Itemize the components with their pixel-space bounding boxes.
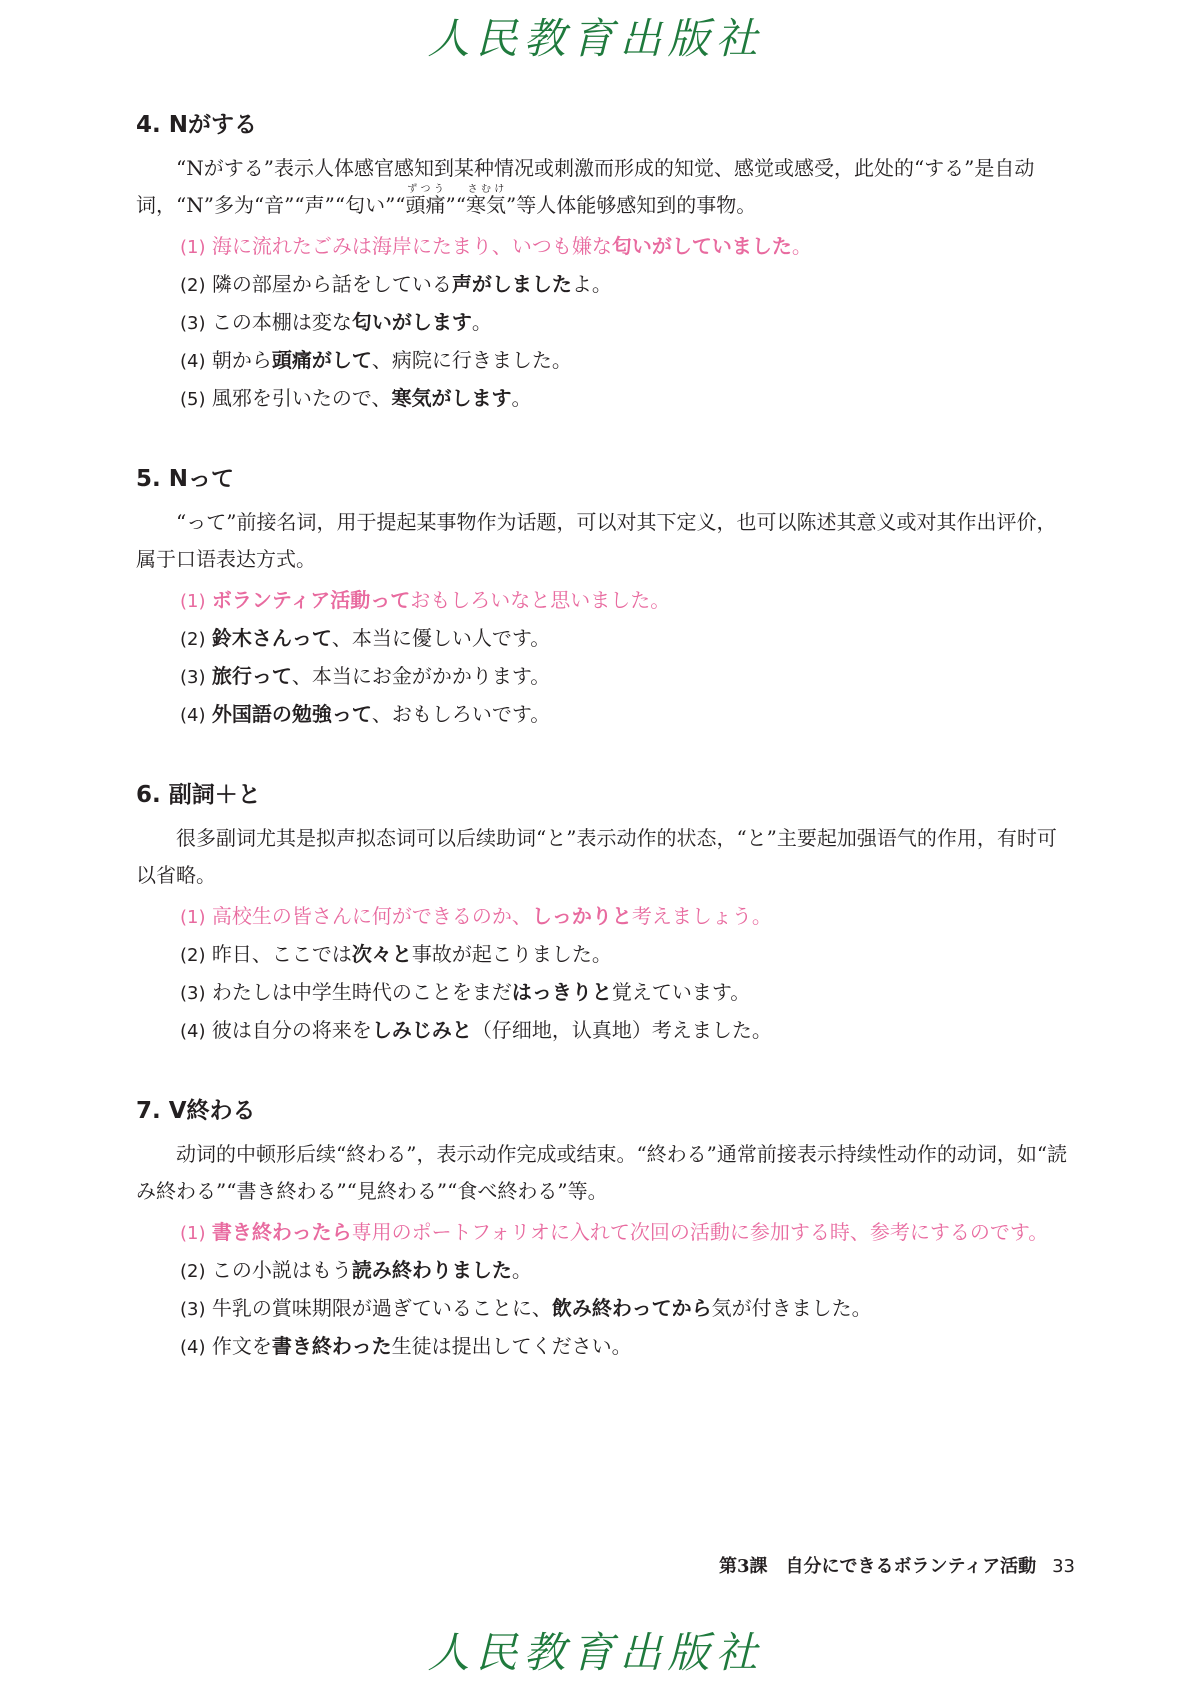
- grammar-section-5: [136, 464, 1076, 734]
- example-sentence: (1) 書き終わったら専用のポートフォリオに入れて次回の活動に参加する時、参考にするのです。: [180, 1220, 1049, 1244]
- page-content: [136, 110, 1076, 1412]
- example-sentence: (3) この本棚は変な匂いがします。: [180, 310, 492, 334]
- page-footer: [719, 1552, 1075, 1578]
- grammar-section-7: [136, 1096, 1076, 1366]
- example-sentence: (1) ボランティア活動っておもしろいなと思いました。: [180, 588, 671, 612]
- section-heading: 5. Nって: [136, 466, 234, 492]
- section-description: “Nがする”表示人体感官感知到某种情况或刺激而形成的知觉、感觉或感受，此处的“する”是自动词，“N”多为“音”“声”“匂い”“頭痛ずつう”“寒気さむけ”等人体能够感知到的事物。: [136, 156, 1035, 217]
- section-heading: 7. V終わる: [136, 1098, 256, 1124]
- example-sentence: (2) 隣の部屋から話をしている声がしましたよ。: [180, 272, 612, 296]
- example-sentence: (4) 外国語の勉強って、おもしろいです。: [180, 702, 551, 726]
- example-sentence: (4) 朝から頭痛がして、病院に行きました。: [180, 348, 572, 372]
- ruby-samuke: 寒気さむけ: [465, 184, 506, 217]
- example-sentence: (4) 作文を書き終わった生徒は提出してください。: [180, 1334, 632, 1358]
- example-sentence: (1) 海に流れたごみは海岸にたまり、いつも嫌な匂いがしていました。: [180, 234, 812, 258]
- page-number: 33: [1052, 1556, 1075, 1577]
- section-description: “って”前接名词，用于提起某事物作为话题，可以对其下定义，也可以陈述其意义或对其作出评价，属于口语表达方式。: [136, 510, 1057, 571]
- example-sentence: (3) 牛乳の賞味期限が過ぎていることに、飲み終わってから気が付きました。: [180, 1296, 872, 1320]
- example-sentence: (1) 高校生の皆さんに何ができるのか、しっかりと考えましょう。: [180, 904, 772, 928]
- section-heading: 6. 副詞＋と: [136, 782, 261, 808]
- grammar-section-6: [136, 780, 1076, 1050]
- example-sentence: (2) 昨日、ここでは次々と事故が起こりました。: [180, 942, 612, 966]
- lesson-title: 第3課 自分にできるボランティア活動: [719, 1556, 1037, 1577]
- example-sentence: (4) 彼は自分の将来をしみじみと（仔细地，认真地）考えました。: [180, 1018, 772, 1042]
- example-sentence: (3) わたしは中学生時代のことをまだはっきりと覚えています。: [180, 980, 751, 1004]
- section-description: 很多副词尤其是拟声拟态词可以后续助词“と”表示动作的状态，“と”主要起加强语气的作用，有时可以省略。: [136, 826, 1057, 887]
- example-sentence: (5) 風邪を引いたので、寒気がします。: [180, 386, 532, 410]
- example-sentence: (3) 旅行って、本当にお金がかかります。: [180, 664, 551, 688]
- example-sentence: (2) この小説はもう読み終わりました。: [180, 1258, 532, 1282]
- publisher-logo-top: 人民教育出版社: [427, 14, 764, 63]
- example-sentence: (2) 鈴木さんって、本当に優しい人です。: [180, 626, 551, 650]
- publisher-logo-bottom: 人民教育出版社: [427, 1628, 764, 1677]
- section-heading: 4. Nがする: [136, 112, 257, 138]
- ruby-zutsuu: 頭痛ずつう: [405, 184, 446, 217]
- grammar-section-4: [136, 110, 1076, 418]
- section-description: 动词的中顿形后续“終わる”，表示动作完成或结束。“終わる”通常前接表示持续性动作的动词，如“読み終わる”“書き終わる”“見終わる”“食べ終わる”等。: [136, 1142, 1068, 1203]
